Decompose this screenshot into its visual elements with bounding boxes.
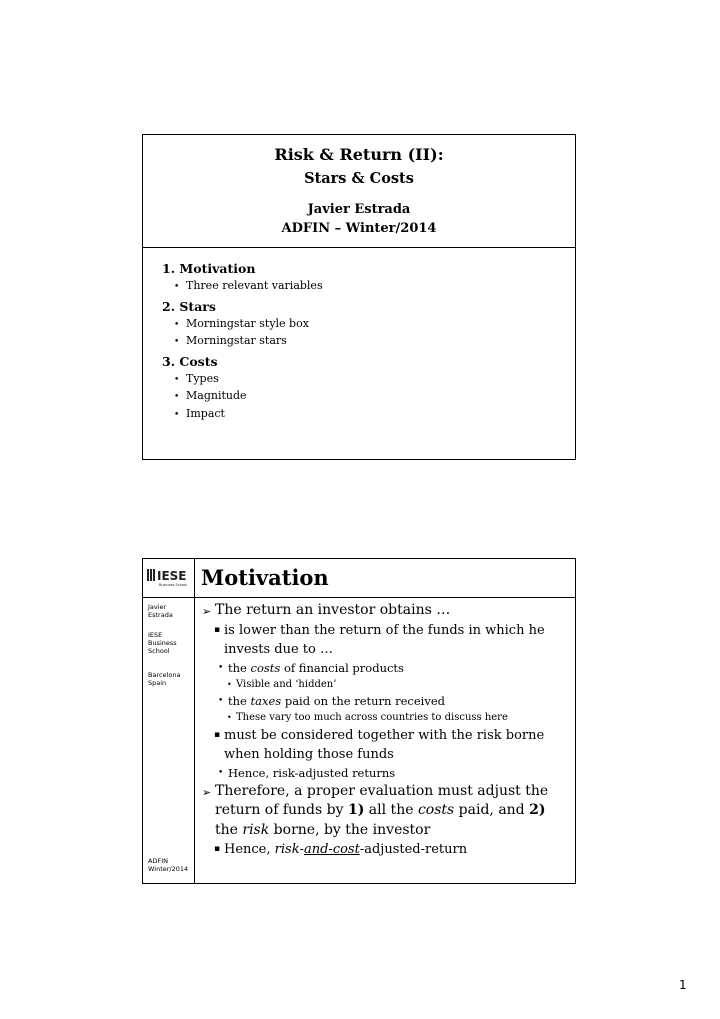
svg-text:Business School: Business School [159,583,188,587]
course-name: ADFIN – Winter/2014 [281,221,437,236]
outline-item: • Types [174,371,219,385]
sidebar-location: Barcelona Spain [148,671,181,687]
slide-subtitle: Stars & Costs [304,170,414,187]
author-name: Javier Estrada [307,202,411,217]
outline-item: • Impact [174,406,225,420]
slide-title: Risk & Return (II): [274,145,444,164]
outline-heading: 2. Stars [162,298,216,314]
bullet-level1: ➢ The return an investor obtains … [202,602,451,618]
bullet-level2: ▪ is lower than the return of the funds in which he invests due to … [214,622,545,657]
iese-logo-icon [147,566,191,588]
sidebar-course: ADFIN Winter/2014 [148,857,189,873]
outline-item: • Magnitude [174,389,247,402]
slide-body [202,601,572,860]
outline-heading: 1. Motivation [162,261,256,276]
bullet-level2: ▪ must be considered together with the risk borne when holding those funds [214,727,545,762]
slide-title: Motivation [201,565,329,590]
page-number: 1 [679,978,687,992]
outline-heading: 3. Costs [162,353,218,369]
bullet-level1: ➢ Therefore, a proper evaluation must adjust the return of funds by 1) all the costs paid, and 2) the risk borne, by the investor [202,782,549,838]
outline [162,258,562,423]
bullet-level3: • Hence, risk-adjusted returns [218,765,396,780]
sidebar-divider [194,559,195,883]
sidebar-author: Javier Estrada [148,603,173,619]
title-block [143,135,575,248]
svg-text:IESE: IESE [157,569,187,583]
slide-motivation [142,558,576,884]
bullet-level3: • the costs of financial products [218,660,404,675]
slide-title-outline [142,134,576,460]
bullet-level2: ▪ Hence, risk-and-cost-adjusted-return [214,842,468,857]
slide-header [143,559,575,598]
outline-item: • Three relevant variables [174,279,323,292]
bullet-level4: • These vary too much across countries to discuss here [227,711,508,723]
outline-item: • Morningstar style box [174,316,309,330]
sidebar-school: IESE Business School [148,631,177,655]
bullet-level3: • the taxes paid on the return received [218,693,445,708]
outline-item: • Morningstar stars [174,334,287,347]
bullet-level4: • Visible and ‘hidden’ [227,678,337,690]
